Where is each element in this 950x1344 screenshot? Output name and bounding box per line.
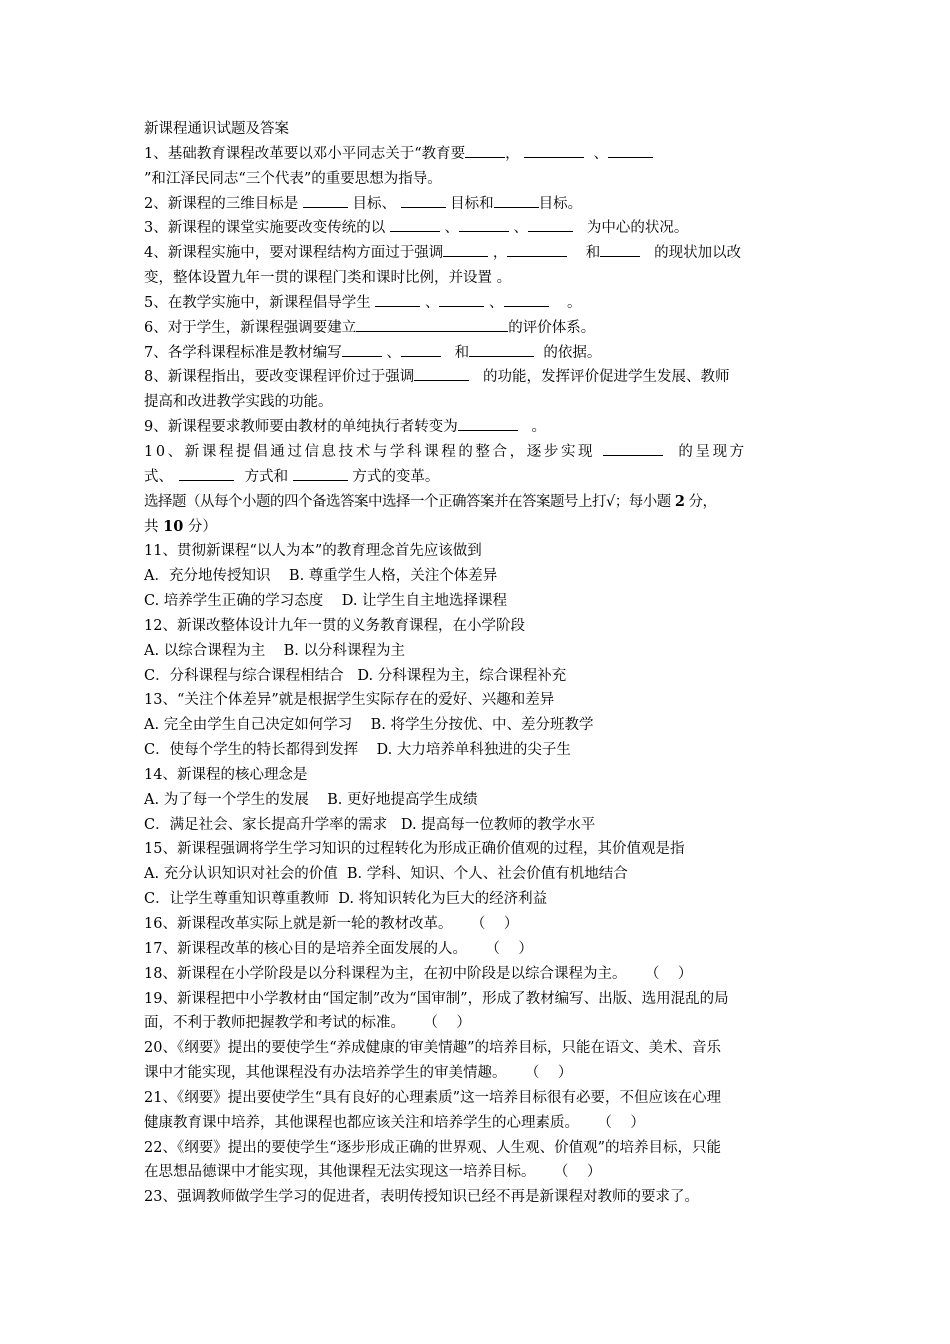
question-text: 的呈现方 — [671, 443, 747, 460]
choice-line: A. 充分认识知识对社会的价值 B. 学科、知识、个人、社会价值有机地结合 — [144, 866, 628, 883]
judge-line: 17、新课程改革的核心目的是培养全面发展的人。 （ ） — [144, 940, 533, 957]
question-text: 、 — [439, 220, 459, 237]
question-text: ， — [505, 145, 520, 162]
answer-blank — [390, 218, 440, 232]
question-text: 、 — [508, 220, 529, 237]
answer-blank — [342, 343, 382, 357]
choice-section-heading-cont — [144, 515, 808, 540]
question-text: 、 — [420, 294, 440, 311]
answer-blank — [608, 144, 653, 158]
judge-line: 23、强调教师做学生学习的促进者，表明传授知识已经不再是新课程对教师的要求了。 — [144, 1189, 699, 1206]
answer-blank — [414, 367, 469, 381]
answer-blank — [439, 293, 484, 307]
question-text: 3、新课程的课堂实施要改变传统的以 — [144, 220, 390, 237]
answer-blank — [179, 467, 234, 481]
question-text: 7、各学科课程标准是教材编写 — [144, 344, 342, 361]
choice-section-heading — [144, 490, 808, 515]
answer-blank — [465, 144, 505, 158]
choice-line: C. 培养学生正确的学习态度 D. 让学生自主地选择课程 — [144, 593, 508, 610]
judge-line: 16、新课程改革实际上就是新一轮的教材改革。 （ ） — [144, 916, 519, 932]
choice-line: 13、“关注个体差异”就是根据学生实际存在的爱好、兴趣和差异 — [144, 692, 555, 709]
question-text: 、 — [484, 294, 504, 311]
question-8-cont: 提高和改进教学实践的功能。 — [144, 394, 333, 411]
heading-points: 2 — [674, 492, 685, 510]
question-9 — [144, 415, 808, 440]
document-title: 新课程通识试题及答案 — [144, 121, 289, 137]
choice-line: C．使每个学生的特长都得到发挥 D. 大力培养单科独进的尖子生 — [144, 742, 571, 759]
question-text: 的评价体系。 — [508, 319, 596, 336]
judge-line-cont: 面，不利于教师把握教学和考试的标准。 （ ） — [144, 1015, 471, 1032]
question-text: 、 — [593, 145, 608, 162]
heading-total: 10 — [163, 517, 184, 535]
choice-line: 15、新课程强调将学生学习知识的过程转化为形成正确价值观的过程，其价值观是指 — [144, 841, 685, 858]
question-text: ， — [488, 245, 508, 262]
question-text: 和 — [450, 344, 470, 361]
heading-text: 分， — [684, 493, 717, 510]
choice-line: 14、新课程的核心理念是 — [144, 766, 308, 783]
question-text: 目标、 — [347, 195, 401, 212]
question-text: 2、新课程的三维目标是 — [144, 195, 303, 212]
judge-line: 22、《纲要》提出的要使学生“逐步形成正确的世界观、人生观、价值观”的培养目标，只能 — [144, 1139, 722, 1156]
judge-line-cont: 课中才能实现，其他课程没有办法培养学生的审美情趣。 （ ） — [144, 1065, 573, 1082]
question-text: 目标。 — [538, 195, 583, 212]
answer-blank — [504, 293, 549, 307]
answer-blank — [356, 318, 508, 332]
question-8 — [144, 365, 808, 390]
heading-text: 分） — [183, 518, 217, 535]
choice-line: A. 以综合课程为主 B. 以分科课程为主 — [144, 642, 405, 659]
question-text: 5、在教学实施中，新课程倡导学生 — [144, 294, 376, 311]
answer-blank — [600, 243, 640, 257]
answer-blank — [524, 144, 584, 158]
question-text: 的依据。 — [538, 344, 602, 361]
choice-line: A. 完全由学生自己决定如何学习 B. 将学生分按优、中、差分班教学 — [144, 717, 594, 734]
exam-content — [144, 117, 808, 1210]
question-10-cont — [144, 465, 808, 490]
answer-blank — [375, 293, 420, 307]
answer-blank — [293, 467, 348, 481]
choice-line: A. 为了每一个学生的发展 B. 更好地提高学生成绩 — [144, 791, 478, 808]
question-4 — [144, 241, 808, 266]
question-text: 9、新课程要求教师要由教材的单纯执行者转变为 — [144, 419, 458, 436]
question-2 — [144, 192, 808, 217]
question-1 — [144, 142, 808, 167]
answer-blank — [603, 442, 663, 456]
judge-line: 20、《纲要》提出的要使学生“养成健康的审美情趣”的培养目标，只能在语文、美术、音乐 — [144, 1040, 722, 1057]
question-text: 目标和 — [445, 195, 494, 212]
judge-line-cont: 在思想品德课中才能实现，其他课程无法实现这一培养目标。 （ ） — [144, 1164, 602, 1181]
judge-line: 19、新课程把中小学教材由“国定制”改为“国审制”，形成了教材编写、出版、选用混乱的局 — [144, 990, 729, 1007]
question-10 — [144, 440, 808, 465]
question-text: 、 — [381, 344, 401, 361]
choice-line: C．让学生尊重知识尊重教师 D. 将知识转化为巨大的经济利益 — [144, 891, 548, 908]
judge-line: 21、《纲要》提出要使学生“具有良好的心理素质”这一培养目标很有必要，不但应该在心理 — [144, 1089, 722, 1106]
answer-blank — [443, 243, 488, 257]
question-text: 的功能，发挥评价促进学生发展、教师 — [478, 369, 730, 386]
question-6 — [144, 316, 808, 341]
question-text: 4、新课程实施中，要对课程结构方面过于强调 — [144, 245, 444, 262]
question-text: 和 — [581, 245, 601, 262]
choice-line: A．充分地传授知识 B. 尊重学生人格，关注个体差异 — [144, 568, 498, 585]
heading-text: 选择题（从每个小题的四个备选答案中选择一个正确答案并在答案题号上打√；每小题 — [144, 493, 675, 510]
question-1-cont: ”和江泽民同志“三个代表”的重要思想为指导。 — [144, 170, 442, 187]
choice-line: C．满足社会、家长提高升学率的需求 D. 提高每一位教师的教学水平 — [144, 816, 596, 833]
question-text: 8、新课程指出，要改变课程评价过于强调 — [144, 369, 415, 386]
question-text: 的现状加以改 — [649, 245, 742, 262]
choice-line: 11、贯彻新课程“以人为本”的教育理念首先应该做到 — [144, 543, 482, 560]
judge-line: 18、新课程在小学阶段是以分科课程为主，在初中阶段是以综合课程为主。 （ ） — [144, 965, 693, 982]
question-text: 式、 — [144, 468, 173, 485]
answer-blank — [459, 218, 509, 232]
question-3 — [144, 216, 808, 241]
answer-blank — [528, 218, 573, 232]
question-text: 方式和 — [240, 468, 293, 485]
answer-blank — [458, 417, 518, 431]
question-text: 。 — [562, 294, 582, 311]
question-7 — [144, 341, 808, 366]
choice-line: C．分科课程与综合课程相结合 D. 分科课程为主，综合课程补充 — [144, 667, 567, 684]
question-text: 方式的变革。 — [347, 468, 440, 485]
answer-blank — [303, 194, 348, 208]
answer-blank — [494, 194, 539, 208]
answer-blank — [401, 343, 441, 357]
judge-line-cont: 健康教育课中培养，其他课程也都应该关注和培养学生的心理素质。 （ ） — [144, 1114, 645, 1131]
question-text: 10、新课程提倡通过信息技术与学科课程的整合，逐步实现 — [144, 443, 596, 460]
question-text: 。 — [526, 419, 547, 436]
question-text: 1、基础教育课程改革要以邓小平同志关于“教育要 — [144, 145, 466, 162]
question-4-cont: 变，整体设置九年一贯的课程门类和课时比例，并设置 。 — [144, 270, 512, 287]
answer-blank — [469, 343, 534, 357]
answer-blank — [507, 243, 567, 257]
question-5 — [144, 291, 808, 316]
question-text: 为中心的状况。 — [582, 220, 689, 237]
answer-blank — [401, 194, 446, 208]
heading-text: 共 — [144, 518, 164, 535]
choice-line: 12、新课改整体设计九年一贯的义务教育课程，在小学阶段 — [144, 617, 525, 634]
question-text: 6、对于学生，新课程强调要建立 — [144, 319, 357, 336]
